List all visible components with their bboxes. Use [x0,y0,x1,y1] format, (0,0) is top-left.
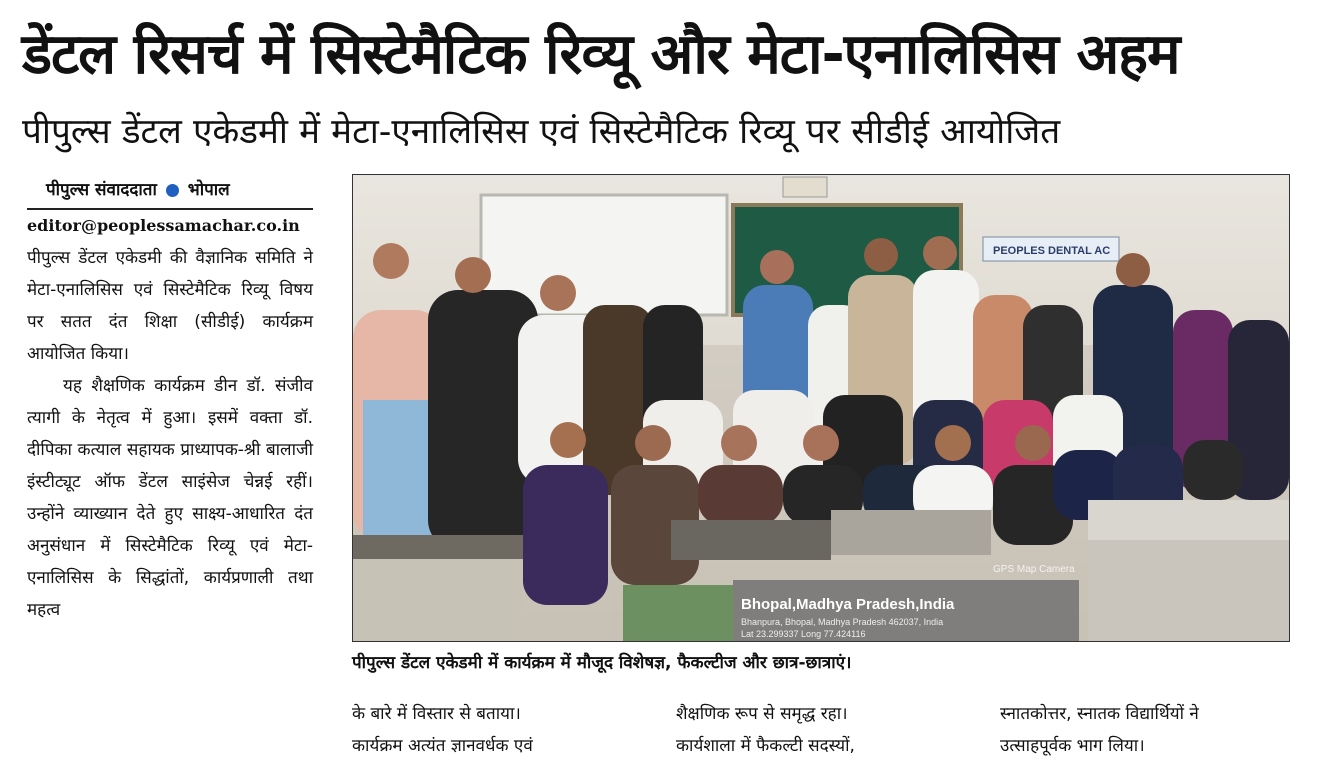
column-2-line-1: के बारे में विस्तार से बताया। [352,704,521,724]
article-column-3 [676,698,966,762]
column-4-line-2: उत्साहपूर्वक भाग लिया। [1000,736,1145,756]
column-4-line-1: स्नातकोत्तर, स्नातक विद्यार्थियों ने [1000,704,1199,724]
subheadline: पीपुल्स डेंटल एकेडमी में मेटा-एनालिसिस एवं सिस्टेमैटिक रिव्यू पर सीडीई आयोजित [22,112,1061,152]
body-paragraph-2: यह शैक्षणिक कार्यक्रम डीन डॉ. संजीव त्यागी के नेतृत्व में हुआ। इसमें वक्ता डॉ. दीपिका कत्याल सहायक प्राध्यापक-श्री बालाजी इंस्टीट्यूट ऑफ डेंटल साइंसेज चेन्नई रहीं। उन्होंने व्याख्यान देते हुए साक्ष्य-आधारित दंत अनुसंधान में सिस्टेमैटिक रिव्यू एवं मेटा-एनालिसिस के सिद्धांतों, कार्यप्रणाली तथा महत्व [27,376,313,620]
byline-city: भोपाल [187,180,230,200]
gps-location-address: Bhanpura, Bhopal, Madhya Pradesh 462037, India [741,617,944,627]
article-column-1 [27,242,313,626]
byline [46,175,326,205]
gps-location-coords: Lat 23.299337 Long 77.424116 [741,629,866,639]
article-column-2 [352,698,642,762]
gps-location-title: Bhopal,Madhya Pradesh,India [741,596,955,613]
map-thumbnail [623,585,733,641]
body-paragraph-1: पीपुल्स डेंटल एकेडमी की वैज्ञानिक समिति ने मेटा-एनालिसिस एवं सिस्टेमैटिक रिव्यू विषय पर सतत दंत शिक्षा (सीडीई) कार्यक्रम आयोजित किया। [27,248,313,364]
byline-divider [27,208,313,210]
column-3-line-1: शैक्षणिक रूप से समृद्ध रहा। [676,704,848,724]
gps-watermark: GPS Map Camera [993,564,1075,575]
group-photo-illustration [353,175,1289,641]
academy-board-text: PEOPLES DENTAL AC [993,245,1111,257]
bullet-dot-icon [166,184,179,197]
column-3-line-2: कार्यशाला में फैकल्टी सदस्यों, [676,736,855,756]
article-column-4 [1000,698,1300,762]
reporter-name: पीपुल्स संवाददाता [46,180,157,200]
photo-caption: पीपुल्स डेंटल एकेडमी में कार्यक्रम में मौजूद विशेषज्ञ, फैकल्टीज और छात्र-छात्राएं। [352,653,852,673]
email-link[interactable]: editor@peoplessamachar.co.in [27,216,300,235]
headline: डेंटल रिसर्च में सिस्टेमैटिक रिव्यू और मेटा-एनालिसिस अहम [22,22,1180,87]
group-photo [352,174,1290,642]
column-2-line-2: कार्यक्रम अत्यंत ज्ञानवर्धक एवं [352,736,533,756]
